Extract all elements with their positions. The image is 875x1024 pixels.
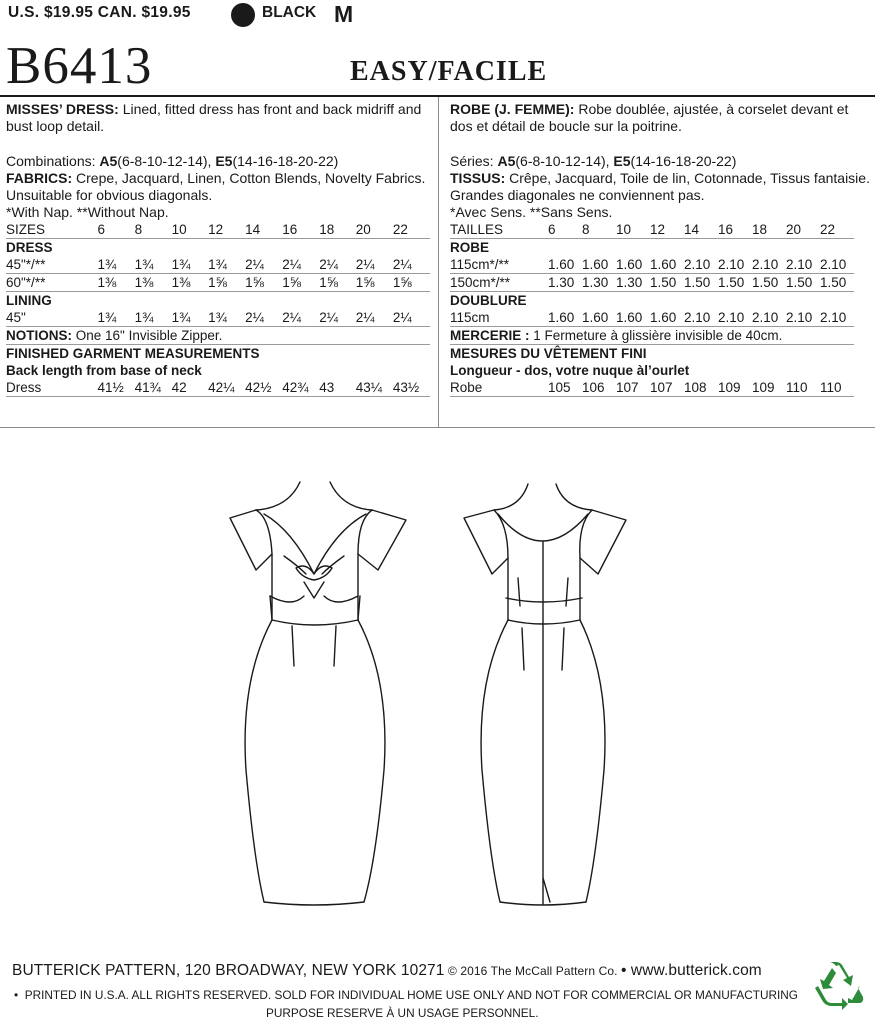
size-cell: 14 — [245, 222, 261, 237]
size-cell: 12 — [650, 222, 666, 237]
table-cell: 1.60 — [582, 257, 609, 272]
bullet-icon: • — [14, 988, 19, 1002]
french-column — [450, 101, 870, 397]
size-cell: 16 — [282, 222, 298, 237]
table-cell: 110 — [820, 380, 842, 395]
table-row — [450, 256, 854, 274]
table-cell: 1⅝ — [319, 275, 339, 290]
table-cell: 2.10 — [786, 310, 813, 325]
table-cell: 1.60 — [650, 257, 677, 272]
table-cell: 1¾ — [134, 257, 154, 272]
table-cell: 1⅝ — [392, 275, 412, 290]
row-label: 45" — [6, 310, 26, 325]
table-cell: 109 — [718, 380, 741, 395]
table-cell: 43¼ — [355, 380, 383, 395]
fabrics-label: TISSUS: — [450, 170, 506, 186]
table-cell: 106 — [582, 380, 605, 395]
sizes-row — [6, 221, 430, 239]
table-cell: 2.10 — [820, 257, 847, 272]
table-cell: 41½ — [97, 380, 124, 395]
table-row — [6, 274, 430, 292]
table-cell: 2¼ — [392, 257, 412, 272]
table-cell: 1⅜ — [171, 275, 191, 290]
description — [6, 101, 430, 135]
table-row — [6, 309, 430, 327]
table-cell: 41¾ — [134, 380, 161, 395]
table-cell: 1.30 — [548, 275, 575, 290]
finished-heading-row — [6, 345, 430, 363]
notions-label: MERCERIE : — [450, 328, 530, 343]
dress-label: ROBE — [450, 240, 490, 255]
table-cell: 2¼ — [245, 310, 264, 325]
color-label: BLACK — [262, 4, 317, 21]
size-cell: 6 — [97, 222, 106, 237]
row-label: 150cm*/** — [450, 275, 511, 290]
row-label: 60"*/** — [6, 275, 46, 290]
rights-line — [14, 988, 798, 1002]
row-label: Dress — [6, 380, 42, 395]
lining-label: LINING — [6, 293, 52, 308]
table-cell: 1⅝ — [355, 275, 375, 290]
table-row — [450, 379, 854, 397]
unsuitable-note: Unsuitable for obvious diagonals. — [6, 187, 213, 203]
comb-a: A5 — [99, 153, 118, 169]
table-cell: 1⅝ — [208, 275, 227, 290]
table-cell: 42¾ — [282, 380, 309, 395]
size-cell: 22 — [392, 222, 408, 237]
english-column — [6, 101, 430, 397]
comb-a: A5 — [497, 153, 516, 169]
finished-label: MESURES DU VÊTEMENT FINI — [450, 346, 647, 361]
table-cell: 1.50 — [820, 275, 847, 290]
finished-heading-row — [450, 345, 854, 363]
size-cell: 14 — [684, 222, 700, 237]
size-cell: 20 — [355, 222, 371, 237]
table-cell: 105 — [548, 380, 571, 395]
comb-e: E5 — [613, 153, 631, 169]
comb-a-sizes: (6-8-10-12-14), — [515, 153, 614, 169]
dress-heading-row — [450, 239, 854, 257]
table-cell: 1¾ — [134, 310, 154, 325]
table-cell: 107 — [616, 380, 639, 395]
table-cell: 108 — [684, 380, 707, 395]
table-cell: 42¼ — [208, 380, 235, 395]
row-label: 115cm*/** — [450, 257, 510, 272]
combinations-label: Séries: — [450, 153, 498, 169]
fabrics-label: FABRICS: — [6, 170, 73, 186]
back-length-row — [6, 362, 430, 379]
size-cell: 18 — [752, 222, 768, 237]
publisher-line — [12, 962, 762, 980]
table-cell: 1.60 — [548, 257, 575, 272]
sizes-row — [450, 221, 854, 239]
size-cell: 12 — [208, 222, 224, 237]
notions-text: One 16" Invisible Zipper. — [72, 328, 223, 343]
table-cell: 2.10 — [684, 257, 711, 272]
table-cell: 1.60 — [616, 310, 643, 325]
row-label: 115cm — [450, 310, 490, 325]
table-cell: 43 — [319, 380, 335, 395]
table-cell: 1¾ — [97, 257, 117, 272]
yardage-table — [6, 221, 430, 397]
notions-cell — [6, 327, 430, 345]
combinations-label: Combinations: — [6, 153, 100, 169]
table-cell: 1⅜ — [97, 275, 117, 290]
lining-heading-row — [450, 292, 854, 310]
rights-text: PRINTED IN U.S.A. ALL RIGHTS RESERVED. SOLD FOR INDIVIDUAL HOME USE ONLY AND NOT FOR COMMERCIAL OR MANUFACTURING — [24, 988, 798, 1002]
comb-e-sizes: (14-16-18-20-22) — [630, 153, 737, 169]
lining-label: DOUBLURE — [450, 293, 527, 308]
notions-row — [6, 327, 430, 345]
table-cell: 1⅝ — [245, 275, 264, 290]
size-cell: 10 — [616, 222, 632, 237]
table-cell: 1.50 — [752, 275, 779, 290]
notions-row — [450, 327, 854, 345]
recycle-icon — [814, 962, 864, 1010]
table-cell: 1.50 — [718, 275, 745, 290]
table-cell: 1.60 — [582, 310, 609, 325]
size-letter: M — [334, 1, 354, 27]
finished-label: FINISHED GARMENT MEASUREMENTS — [6, 346, 260, 361]
dress-technical-drawing — [200, 470, 680, 920]
back-view-drawing — [464, 484, 626, 905]
column-divider — [438, 97, 439, 427]
table-cell: 2¼ — [282, 257, 302, 272]
fabrics — [6, 170, 430, 187]
copyright-text: © 2016 The McCall Pattern Co. — [444, 964, 621, 978]
row-label: 45"*/** — [6, 257, 46, 272]
nap-note: *Avec Sens. **Sans Sens. — [450, 204, 613, 220]
table-cell: 2.10 — [718, 310, 745, 325]
combinations — [450, 153, 870, 170]
dress-heading-row — [6, 239, 430, 257]
fabrics-text: Crêpe, Jacquard, Toile de lin, Cotonnade, Tissus fantaisie. — [505, 170, 870, 186]
difficulty-label: EASY/FACILE — [350, 56, 548, 87]
combinations — [6, 153, 430, 170]
size-cell: 22 — [820, 222, 836, 237]
size-cell: 8 — [582, 222, 590, 237]
lining-heading-row — [6, 292, 430, 310]
nap-note: *With Nap. **Without Nap. — [6, 204, 169, 220]
table-cell: 109 — [752, 380, 775, 395]
table-cell: 1¾ — [171, 310, 191, 325]
back-length-label: Longueur - dos, votre nuque àl’ourlet — [450, 363, 690, 378]
size-cell: 10 — [171, 222, 187, 237]
table-cell: 1¾ — [97, 310, 117, 325]
table-cell: 1¾ — [208, 310, 227, 325]
size-cell: 6 — [548, 222, 556, 237]
table-cell: 1⅜ — [134, 275, 154, 290]
pattern-number: B6413 — [6, 37, 153, 95]
table-cell: 2¼ — [355, 310, 375, 325]
table-cell: 1.60 — [548, 310, 575, 325]
description-text: Lined, fitted dress has front and back midriff and bust loop detail. — [6, 101, 422, 134]
size-cell: 8 — [134, 222, 143, 237]
table-cell: 2¼ — [319, 257, 339, 272]
table-row — [450, 274, 854, 292]
table-cell: 42½ — [245, 380, 272, 395]
table-cell: 2¼ — [245, 257, 264, 272]
back-length-label: Back length from base of neck — [6, 363, 202, 378]
table-cell: 107 — [650, 380, 673, 395]
sizes-label: SIZES — [6, 222, 46, 237]
table-cell: 1.60 — [616, 257, 643, 272]
table-cell: 2.10 — [786, 257, 813, 272]
table-cell: 2.10 — [820, 310, 847, 325]
front-view-drawing — [230, 482, 406, 905]
description-title: MISSES’ DRESS: — [6, 101, 119, 117]
table-cell: 2.10 — [684, 310, 711, 325]
table-cell: 1.60 — [650, 310, 677, 325]
table-row — [6, 256, 430, 274]
table-cell: 1.30 — [582, 275, 609, 290]
sizes-label: TAILLES — [450, 222, 504, 237]
table-cell: 1⅝ — [282, 275, 302, 290]
notions-cell — [450, 327, 854, 345]
publisher-address: BUTTERICK PATTERN, 120 BROADWAY, NEW YORK 10271 — [12, 962, 445, 979]
yardage-table — [450, 221, 854, 397]
table-row — [450, 309, 854, 327]
dress-label: DRESS — [6, 240, 53, 255]
size-cell: 18 — [319, 222, 335, 237]
table-cell: 2¼ — [282, 310, 302, 325]
table-cell: 1.30 — [616, 275, 643, 290]
table-cell: 2¼ — [319, 310, 339, 325]
website-link[interactable]: • www.butterick.com — [620, 962, 762, 979]
unsuitable-note: Grandes diagonales ne conviennent pas. — [450, 187, 705, 203]
comb-e-sizes: (14-16-18-20-22) — [232, 153, 339, 169]
color-swatch-icon — [231, 3, 255, 27]
description — [450, 101, 870, 135]
table-cell: 1.50 — [650, 275, 677, 290]
table-cell: 2.10 — [752, 310, 779, 325]
table-cell: 2.10 — [752, 257, 779, 272]
table-cell: 2¼ — [392, 310, 412, 325]
table-cell: 43½ — [392, 380, 420, 395]
table-row — [6, 379, 430, 397]
notions-text: 1 Fermeture à glissière invisible de 40cm. — [529, 328, 783, 343]
back-length-row — [450, 362, 854, 379]
table-cell: 42 — [171, 380, 187, 395]
size-cell: 20 — [786, 222, 802, 237]
fabrics-text: Crepe, Jacquard, Linen, Cotton Blends, Novelty Fabrics. — [72, 170, 426, 186]
comb-a-sizes: (6-8-10-12-14), — [117, 153, 216, 169]
table-cell: 1.50 — [684, 275, 711, 290]
comb-e: E5 — [215, 153, 233, 169]
rights-french-line: PURPOSE RESERVE À UN USAGE PERSONNEL. — [266, 1006, 539, 1020]
section-divider — [0, 427, 875, 428]
table-cell: 1¾ — [208, 257, 227, 272]
description-title: ROBE (J. FEMME): — [450, 101, 575, 117]
description-text: Robe doublée, ajustée, à corselet devant et dos et détail de boucle sur la poitrine. — [450, 101, 849, 134]
size-cell: 16 — [718, 222, 734, 237]
table-cell: 2.10 — [718, 257, 745, 272]
row-label: Robe — [450, 380, 483, 395]
table-cell: 1.50 — [786, 275, 813, 290]
table-cell: 110 — [786, 380, 808, 395]
table-cell: 1¾ — [171, 257, 191, 272]
notions-label: NOTIONS: — [6, 328, 72, 343]
price-label: U.S. $19.95 CAN. $19.95 — [8, 4, 191, 21]
table-cell: 2¼ — [355, 257, 375, 272]
fabrics — [450, 170, 870, 187]
